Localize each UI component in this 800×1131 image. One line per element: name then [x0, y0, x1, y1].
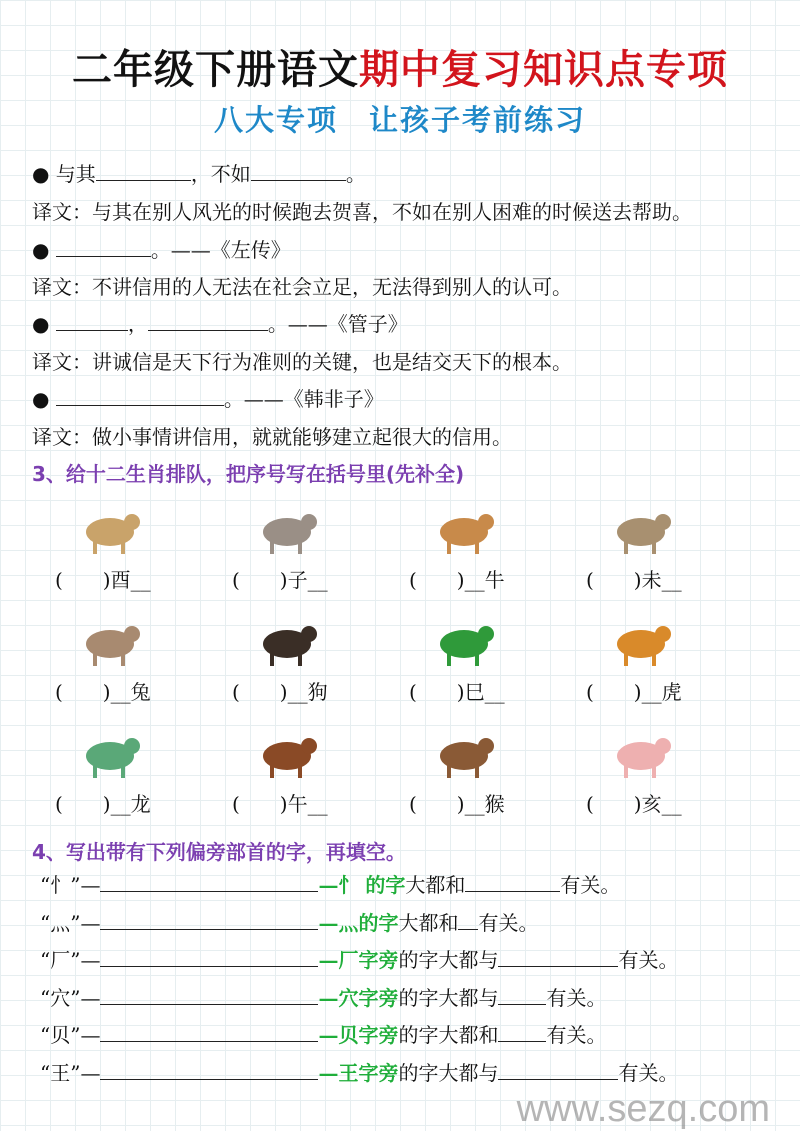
answer-blank[interactable] [498, 987, 546, 1005]
translation-2: 译文：不讲信用的人无法在社会立足，无法得到别人的认可。 [32, 275, 572, 299]
radical-row: “贝”— —贝字旁的字大都和 有关。 [40, 1023, 607, 1047]
translation-1: 译文：与其在别人风光的时候跑去贺喜，不如在别人困难的时候送去帮助。 [32, 200, 692, 224]
answer-blank[interactable] [498, 1024, 546, 1042]
zodiac-item-rabbit [35, 612, 211, 704]
page-title [0, 38, 800, 95]
zodiac-item-dragon [35, 724, 211, 816]
zodiac-label[interactable]: ( )__龙 [55, 792, 151, 816]
answer-blank[interactable] [458, 912, 478, 930]
answer-blank[interactable] [100, 949, 318, 967]
zodiac-item-horse [212, 724, 388, 816]
title-black: 二年级下册语文 [72, 47, 359, 93]
zodiac-item-rooster [35, 500, 211, 592]
answer-blank[interactable] [100, 912, 318, 930]
answer-blank[interactable] [100, 1024, 318, 1042]
zodiac-item-ox [389, 500, 565, 592]
snake-icon [429, 612, 499, 672]
answer-blank[interactable] [100, 874, 318, 892]
answer-blank[interactable] [498, 1062, 618, 1080]
section-4-heading: 4、写出带有下列偏旁部首的字，再填空。 [32, 840, 406, 864]
translation-4: 译文：做小事情讲信用，就就能够建立起很大的信用。 [32, 425, 512, 449]
zodiac-item-snake [389, 612, 565, 704]
zodiac-label[interactable]: ( )午__ [232, 792, 328, 816]
zodiac-item-pig [566, 724, 742, 816]
quote-2: ● 。——《左传》 [32, 238, 291, 262]
ox-icon [429, 500, 499, 560]
radical-row: “厂”— —厂字旁的字大都与 有关。 [40, 948, 679, 972]
zodiac-item-tiger [566, 612, 742, 704]
watermark: www.sezq.com [516, 1088, 770, 1130]
rat-icon [252, 500, 322, 560]
section-3-heading: 3、给十二生肖排队，把序号写在括号里(先补全) [32, 462, 465, 486]
zodiac-label[interactable]: ( )__狗 [232, 680, 328, 704]
horse-icon [252, 724, 322, 784]
answer-blank[interactable] [465, 874, 560, 892]
zodiac-item-rat [212, 500, 388, 592]
zodiac-label[interactable]: ( )酉__ [55, 568, 151, 592]
zodiac-item-monkey [389, 724, 565, 816]
radical-row: “王”— —王字旁的字大都与 有关。 [40, 1060, 679, 1085]
zodiac-label[interactable]: ( )亥__ [586, 792, 682, 816]
radical-row: “灬”— —灬的字大都和 有关。 [40, 910, 539, 935]
quote-1: ● 与其 ，不如 。 [32, 162, 366, 186]
answer-blank[interactable] [100, 987, 318, 1005]
answer-blank[interactable] [100, 1062, 318, 1080]
radical-row: “忄”— —忄 的字大都和 有关。 [40, 873, 621, 897]
radical-row: “穴”— —穴字旁的字大都与 有关。 [40, 985, 607, 1010]
rabbit-icon [75, 612, 145, 672]
zodiac-label[interactable]: ( )__牛 [409, 568, 505, 592]
zodiac-label[interactable]: ( )子__ [232, 568, 328, 592]
translation-3: 译文：讲诚信是天下行为准则的关键，也是结交天下的根本。 [32, 350, 572, 374]
subtitle: 八大专项 让孩子考前练习 [213, 103, 586, 137]
rooster-icon [75, 500, 145, 560]
zodiac-label[interactable]: ( )__虎 [586, 680, 682, 704]
zodiac-item-goat [566, 500, 742, 592]
dog-icon [252, 612, 322, 672]
title-red: 期中复习知识点专项 [359, 47, 728, 93]
zodiac-label[interactable]: ( )__猴 [409, 792, 505, 816]
zodiac-item-dog [212, 612, 388, 704]
dragon-icon [75, 724, 145, 784]
zodiac-label[interactable]: ( )未__ [586, 568, 682, 592]
zodiac-label[interactable]: ( )巳__ [409, 680, 505, 704]
zodiac-label[interactable]: ( )__兔 [55, 680, 151, 704]
pig-icon [606, 724, 676, 784]
monkey-icon [429, 724, 499, 784]
tiger-icon [606, 612, 676, 672]
quote-3: ● ， 。——《管子》 [32, 312, 408, 336]
goat-icon [606, 500, 676, 560]
quote-4: ● 。——《韩非子》 [32, 387, 384, 411]
answer-blank[interactable] [498, 949, 618, 967]
